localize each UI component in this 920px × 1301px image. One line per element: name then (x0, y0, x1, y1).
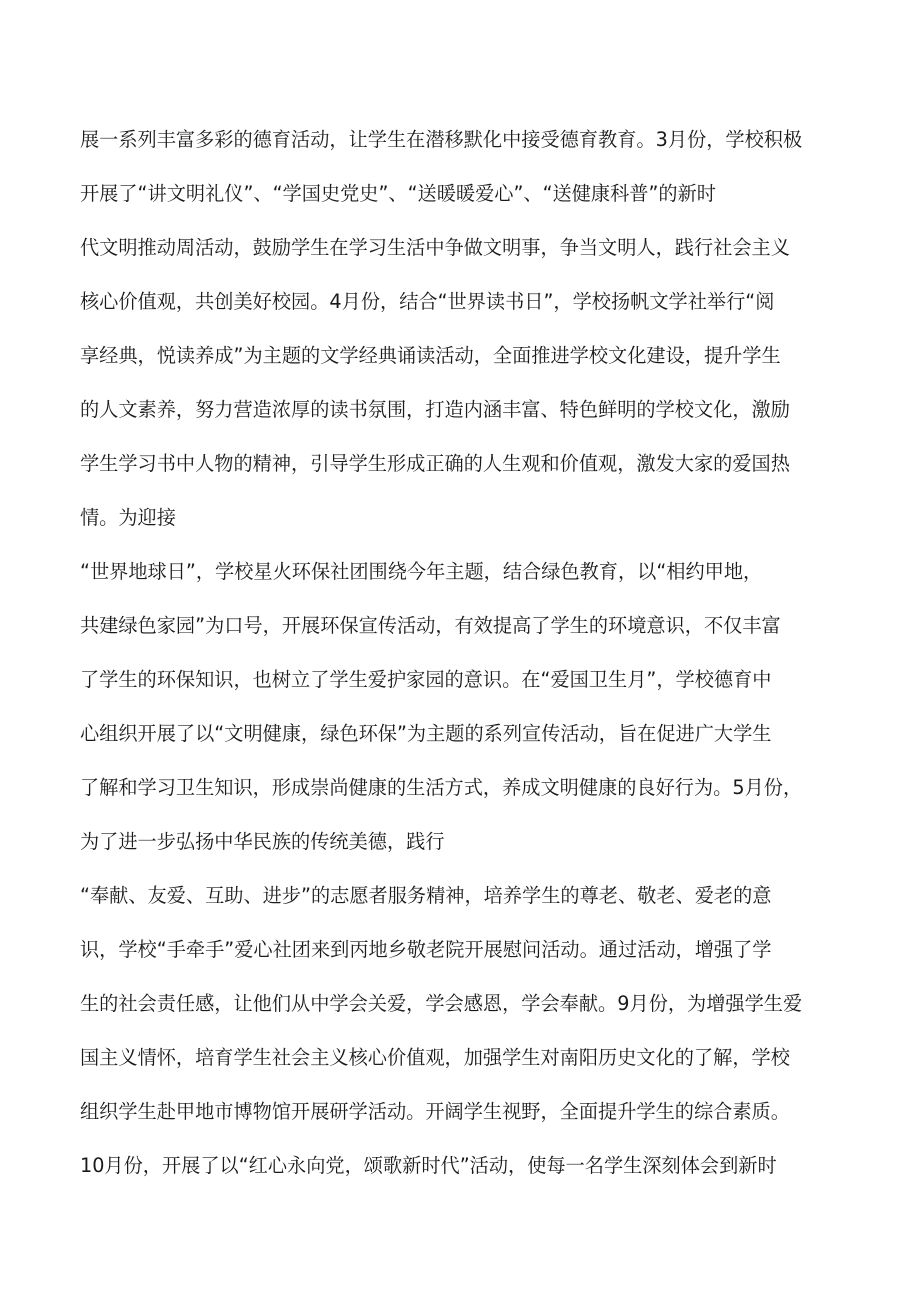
text-line: 国主义情怀，培育学生社会主义核心价值观，加强学生对南阳历史文化的了解，学校 (80, 1046, 790, 1069)
text-line: 了解和学习卫生知识，形成崇尚健康的生活方式，养成文明健康的良好行为。5月份， (80, 776, 803, 799)
text-line: 情。为迎接 (80, 506, 176, 529)
text-line: 生的社会责任感，让他们从中学会关爱，学会感恩，学会奉献。9月份，为增强学生爱 (80, 992, 803, 1015)
text-line: 为了进一步弘扬中华民族的传统美德，践行 (80, 830, 445, 853)
text-line: 核心价值观，共创美好校园。4月份，结合“世界读书日”，学校扬帆文学社举行“阅 (80, 290, 775, 313)
text-line: “奉献、友爱、互助、进步”的志愿者服务精神，培养学生的尊老、敬老、爱老的意 (80, 884, 772, 907)
text-line: 共建绿色家园”为口号，开展环保宣传活动，有效提高了学生的环境意识，不仅丰富 (80, 614, 781, 637)
text-line: 学生学习书中人物的精神，引导学生形成正确的人生观和价值观，激发大家的爱国热 (80, 452, 790, 475)
text-line: 代文明推动周活动，鼓励学生在学习生活中争做文明事，争当文明人，践行社会主义 (80, 236, 790, 259)
text-line: 组织学生赴甲地市博物馆开展研学活动。开阔学生视野，全面提升学生的综合素质。 (80, 1100, 790, 1123)
text-line: 了学生的环保知识，也树立了学生爱护家园的意识。在“爱国卫生月”，学校德育中 (80, 668, 772, 691)
text-line: “世界地球日”，学校星火环保社团围绕今年主题，结合绿色教育，以“相约甲地， (80, 560, 763, 583)
text-line: 开展了“讲文明礼仪”、“学国史党史”、“送暖暖爱心”、“送健康科普”的新时 (80, 182, 716, 205)
text-line: 心组织开展了以“文明健康，绿色环保”为主题的系列宣传活动，旨在促进广大学生 (80, 722, 772, 745)
text-line: 10月份，开展了以“红心永向党，颂歌新时代”活动，使每一名学生深刻体会到新时 (80, 1154, 777, 1177)
text-line: 展一系列丰富多彩的德育活动，让学生在潜移默化中接受德育教育。3月份，学校积极 (80, 128, 803, 151)
text-line: 识，学校“手牵手”爱心社团来到丙地乡敬老院开展慰问活动。通过活动，增强了学 (80, 938, 772, 961)
text-line: 享经典，悦读养成”为主题的文学经典诵读活动，全面推进学校文化建设，提升学生 (80, 344, 781, 367)
text-line: 的人文素养，努力营造浓厚的读书氛围，打造内涵丰富、特色鲜明的学校文化，激励 (80, 398, 790, 421)
